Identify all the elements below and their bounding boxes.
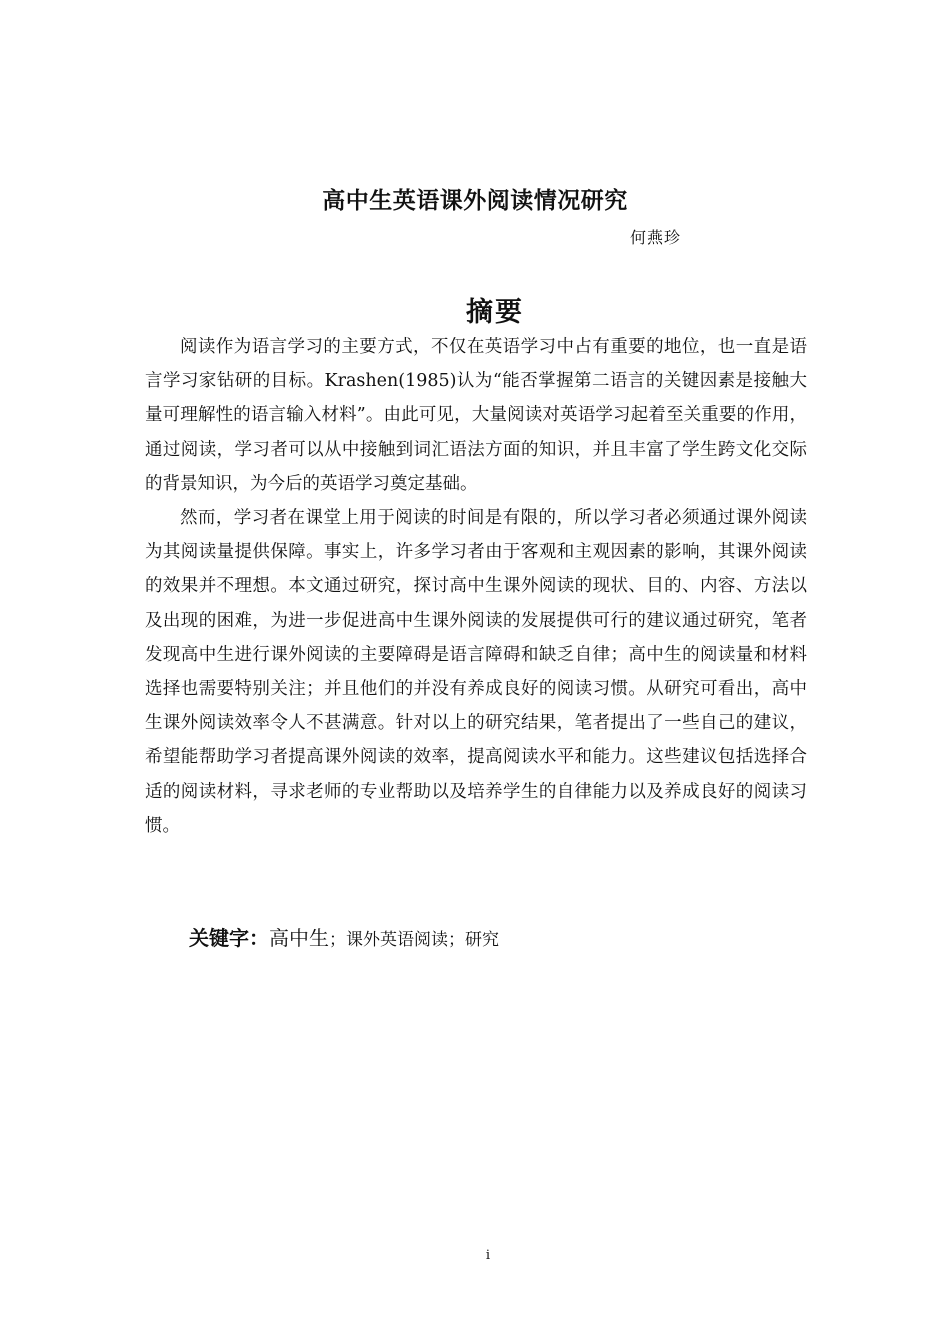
author-name: 何燕珍 (630, 228, 682, 247)
keywords-rest: ；课外英语阅读；研究 (329, 930, 499, 950)
paper-title: 高中生英语课外阅读情况研究 (322, 188, 628, 214)
abstract-paragraph: 阅读作为语言学习的主要方式，不仅在英语学习中占有重要的地位，也一直是语言学习家钻研的目标。Krashen(1985)认为“能否掌握第二语言的关键因素是接触大量可理解性的语言输入材料”。由此可见，大量阅读对英语学习起着至关重要的作用，通过阅读，学习者可以从中接触到词汇语法方面的知识，并且丰富了学生跨文化交际的背景知识，为今后的英语学习奠定基础。 (145, 337, 807, 494)
abstract-heading: 摘要 (466, 297, 524, 328)
abstract-body (145, 330, 807, 843)
keywords-label: 关键字： (189, 926, 269, 950)
keywords-line (189, 922, 499, 951)
keyword-first: 高中生 (269, 926, 329, 950)
abstract-paragraph: 然而，学习者在课堂上用于阅读的时间是有限的，所以学习者必须通过课外阅读为其阅读量提供保障。事实上，许多学习者由于客观和主观因素的影响，其课外阅读的效果并不理想。本文通过研究，探讨高中生课外阅读的现状、目的、内容、方法以及出现的困难，为进一步促进高中生课外阅读的发展提供可行的建议通过研究，笔者发现高中生进行课外阅读的主要障碍是语言障碍和缺乏自律；高中生的阅读量和材料选择也需要特别关注；并且他们的并没有养成良好的阅读习惯。从研究可看出，高中生课外阅读效率令人不甚满意。针对以上的研究结果，笔者提出了一些自己的建议，希望能帮助学习者提高课外阅读的效率，提高阅读水平和能力。这些建议包括选择合适的阅读材料，寻求老师的专业帮助以及培养学生的自律能力以及养成良好的阅读习惯。 (145, 508, 807, 836)
page-number: i (485, 1248, 491, 1263)
